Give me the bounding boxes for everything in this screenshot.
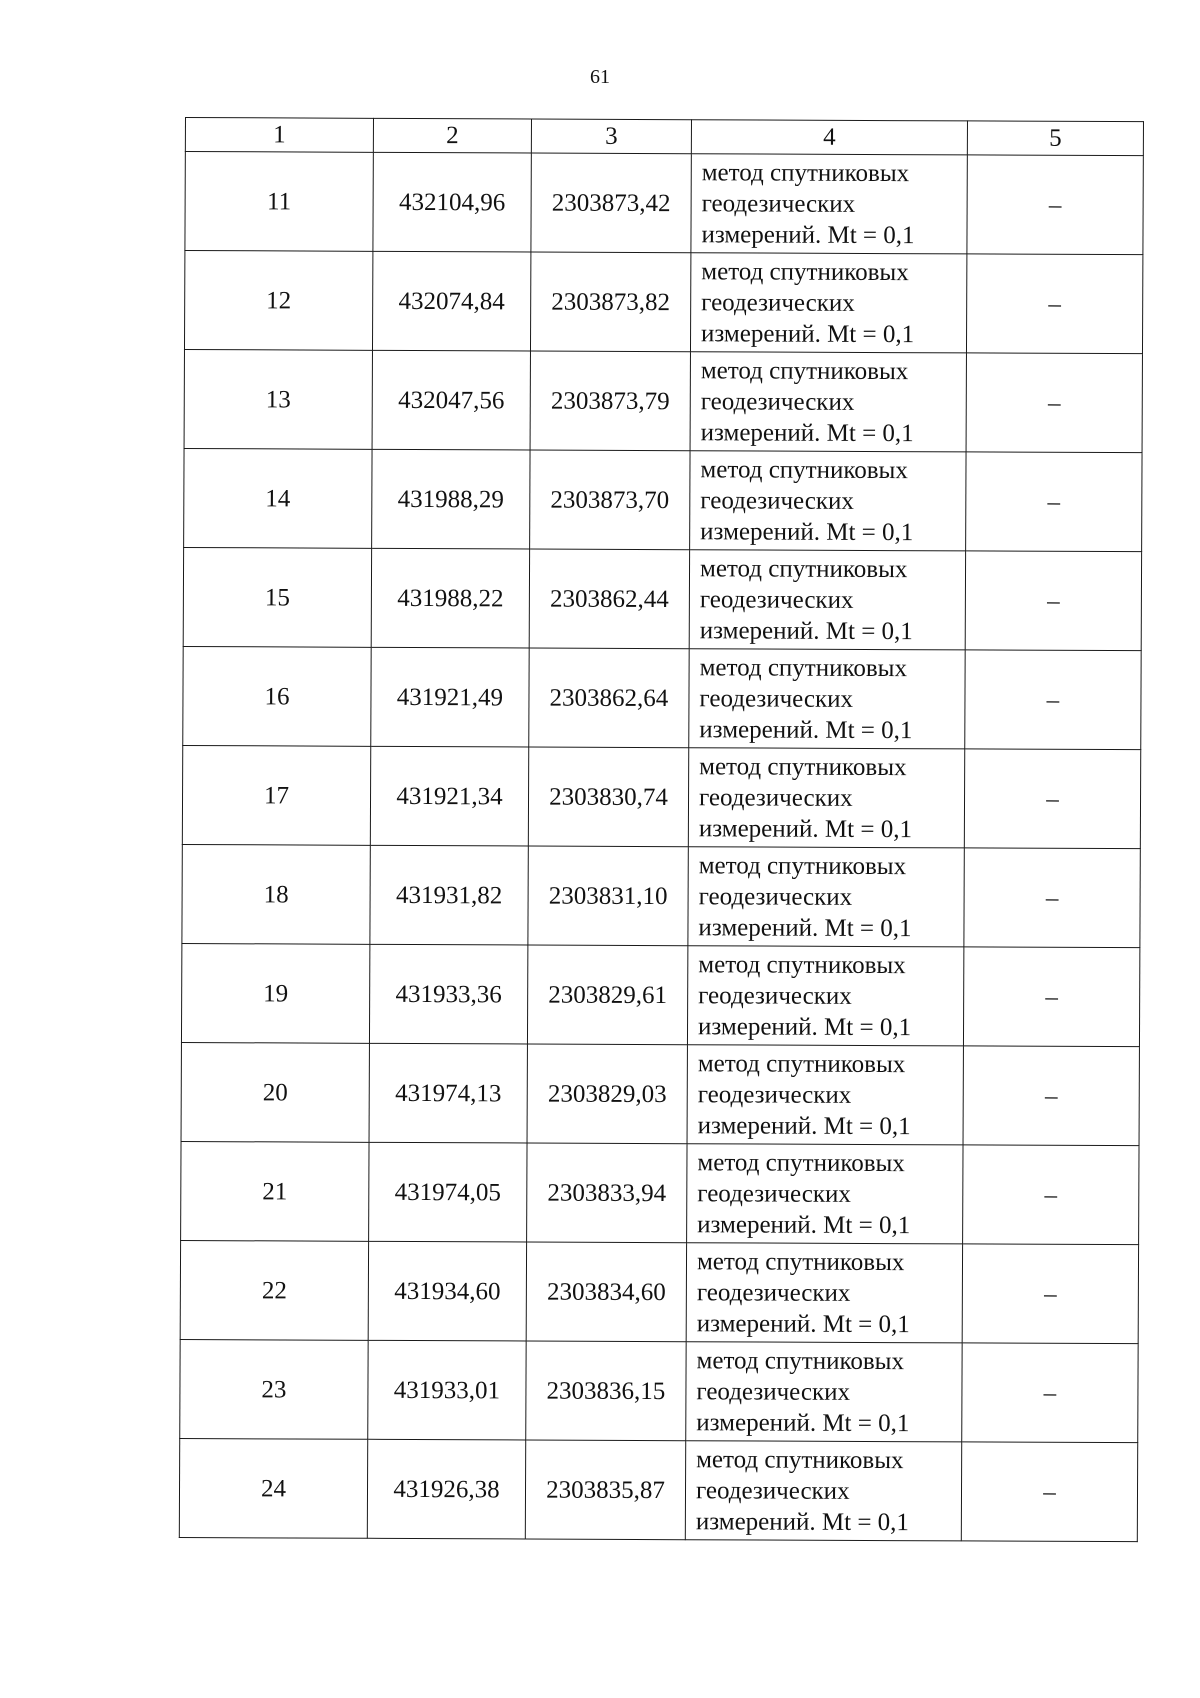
method-line: геодезических (698, 981, 852, 1010)
point-number-cell: 15 (183, 547, 371, 647)
y-coordinate-cell: 2303834,60 (526, 1242, 686, 1342)
x-coordinate-cell: 431988,29 (372, 449, 530, 549)
point-number-cell: 12 (184, 251, 372, 351)
method-line: метод спутниковых (698, 851, 907, 880)
note-cell: – (966, 452, 1142, 552)
method-line: геодезических (699, 585, 854, 614)
note-cell: – (965, 551, 1141, 651)
note-cell: – (967, 155, 1143, 255)
x-coordinate-cell: 431934,60 (368, 1241, 526, 1341)
method-cell (686, 1342, 962, 1442)
method-cell (687, 946, 963, 1046)
point-number-cell: 11 (185, 152, 373, 252)
x-coordinate-cell: 431921,34 (370, 746, 528, 846)
method-cell (689, 649, 965, 749)
x-coordinate-cell: 431974,05 (369, 1142, 527, 1242)
method-cell (688, 847, 964, 947)
method-line: метод спутниковых (700, 356, 909, 385)
point-number-cell: 21 (181, 1141, 369, 1241)
table-row (183, 646, 1141, 749)
y-coordinate-cell: 2303830,74 (528, 747, 688, 847)
method-line: геодезических (700, 387, 855, 416)
header-row (185, 118, 1143, 156)
header-col-2: 2 (373, 118, 531, 153)
y-coordinate-cell: 2303873,70 (530, 450, 690, 550)
page-number: 61 (590, 66, 610, 88)
x-coordinate-cell: 431933,36 (369, 944, 527, 1044)
method-line: геодезических (696, 1278, 851, 1307)
method-line: геодезических (697, 1179, 851, 1208)
method-line: геодезических (701, 189, 856, 218)
method-line: измерений. Mt = 0,1 (696, 1408, 910, 1437)
method-line: геодезических (698, 882, 853, 911)
method-line: измерений. Mt = 0,1 (701, 319, 915, 348)
table-row (182, 745, 1140, 848)
method-line: метод спутниковых (699, 752, 907, 781)
y-coordinate-cell: 2303862,64 (529, 648, 689, 748)
method-line: метод спутниковых (700, 455, 908, 484)
point-number-cell: 19 (181, 943, 369, 1043)
table-row (180, 1339, 1138, 1442)
note-cell: – (963, 1145, 1139, 1245)
table-row (179, 1438, 1137, 1541)
method-line: измерений. Mt = 0,1 (701, 220, 915, 249)
method-line: измерений. Mt = 0,1 (696, 1309, 910, 1338)
note-cell: – (963, 947, 1139, 1047)
header-col-4: 4 (691, 120, 967, 155)
method-line: метод спутниковых (696, 1445, 904, 1474)
coordinates-table (179, 117, 1144, 1542)
note-cell: – (966, 254, 1142, 354)
method-line: измерений. Mt = 0,1 (697, 1012, 912, 1041)
method-line: геодезических (697, 1080, 852, 1109)
table-row (184, 349, 1142, 452)
note-cell: – (965, 650, 1141, 750)
table-row (185, 152, 1143, 255)
note-cell: – (964, 848, 1140, 948)
method-line: метод спутниковых (696, 1247, 905, 1276)
method-cell (687, 1045, 963, 1145)
method-line: геодезических (700, 486, 854, 515)
y-coordinate-cell: 2303873,79 (530, 351, 690, 451)
header-col-5: 5 (967, 121, 1143, 156)
point-number-cell: 24 (179, 1438, 367, 1538)
x-coordinate-cell: 432074,84 (372, 251, 530, 351)
method-line: измерений. Mt = 0,1 (700, 517, 914, 546)
method-line: измерений. Mt = 0,1 (699, 715, 913, 744)
table-row (181, 1042, 1139, 1145)
method-line: метод спутниковых (696, 1346, 905, 1375)
table-header (185, 118, 1143, 156)
method-line: метод спутниковых (701, 158, 910, 187)
x-coordinate-cell: 431933,01 (368, 1340, 526, 1440)
header-col-3: 3 (531, 119, 691, 154)
y-coordinate-cell: 2303835,87 (525, 1440, 685, 1540)
method-cell (688, 748, 964, 848)
method-line: метод спутниковых (698, 950, 906, 979)
note-cell: – (964, 749, 1140, 849)
point-number-cell: 17 (182, 745, 370, 845)
note-cell: – (961, 1442, 1137, 1542)
table-body (179, 152, 1143, 1542)
method-line: измерений. Mt = 0,1 (695, 1507, 910, 1536)
x-coordinate-cell: 431931,82 (370, 845, 528, 945)
point-number-cell: 22 (180, 1240, 368, 1340)
y-coordinate-cell: 2303829,61 (527, 945, 687, 1045)
x-coordinate-cell: 432047,56 (372, 350, 530, 450)
method-line: измерений. Mt = 0,1 (698, 814, 913, 843)
method-cell (686, 1243, 962, 1343)
method-line: измерений. Mt = 0,1 (699, 616, 913, 645)
method-line: измерений. Mt = 0,1 (700, 418, 914, 447)
point-number-cell: 16 (183, 646, 371, 746)
table-row (182, 844, 1140, 947)
table-row (180, 1240, 1138, 1343)
method-line: измерений. Mt = 0,1 (697, 1111, 911, 1140)
x-coordinate-cell: 431974,13 (369, 1043, 527, 1143)
x-coordinate-cell: 431921,49 (371, 647, 529, 747)
method-cell (690, 352, 966, 452)
point-number-cell: 20 (181, 1042, 369, 1142)
table-row (183, 547, 1141, 650)
method-line: метод спутниковых (699, 554, 908, 583)
point-number-cell: 18 (182, 844, 370, 944)
method-line: метод спутниковых (697, 1049, 906, 1078)
method-line: геодезических (699, 684, 854, 713)
x-coordinate-cell: 432104,96 (373, 152, 531, 252)
header-col-1: 1 (185, 118, 373, 153)
method-line: геодезических (698, 783, 853, 812)
method-cell (690, 451, 966, 551)
method-cell (690, 253, 966, 353)
method-line: геодезических (695, 1476, 850, 1505)
y-coordinate-cell: 2303833,94 (527, 1143, 687, 1243)
table-row (181, 1141, 1139, 1244)
method-cell (689, 550, 965, 650)
point-number-cell: 13 (184, 349, 372, 449)
y-coordinate-cell: 2303836,15 (526, 1341, 686, 1441)
y-coordinate-cell: 2303831,10 (528, 846, 688, 946)
method-line: метод спутниковых (699, 653, 908, 682)
method-line: метод спутниковых (701, 257, 909, 286)
method-cell (687, 1144, 963, 1244)
note-cell: – (962, 1244, 1138, 1344)
method-line: измерений. Mt = 0,1 (698, 913, 912, 942)
point-number-cell: 23 (180, 1339, 368, 1439)
note-cell: – (966, 353, 1142, 453)
y-coordinate-cell: 2303829,03 (527, 1044, 687, 1144)
x-coordinate-cell: 431988,22 (371, 548, 529, 648)
method-line: геодезических (701, 288, 855, 317)
table-row (181, 943, 1139, 1046)
x-coordinate-cell: 431926,38 (367, 1439, 525, 1539)
table-row (184, 448, 1142, 551)
y-coordinate-cell: 2303862,44 (529, 549, 689, 649)
method-line: геодезических (696, 1377, 851, 1406)
y-coordinate-cell: 2303873,82 (530, 252, 690, 352)
y-coordinate-cell: 2303873,42 (531, 153, 691, 253)
method-cell (685, 1441, 961, 1541)
method-line: метод спутниковых (697, 1148, 905, 1177)
note-cell: – (963, 1046, 1139, 1146)
method-cell (691, 154, 967, 254)
method-line: измерений. Mt = 0,1 (697, 1210, 911, 1239)
note-cell: – (962, 1343, 1138, 1443)
point-number-cell: 14 (184, 448, 372, 548)
table-row (184, 251, 1142, 354)
